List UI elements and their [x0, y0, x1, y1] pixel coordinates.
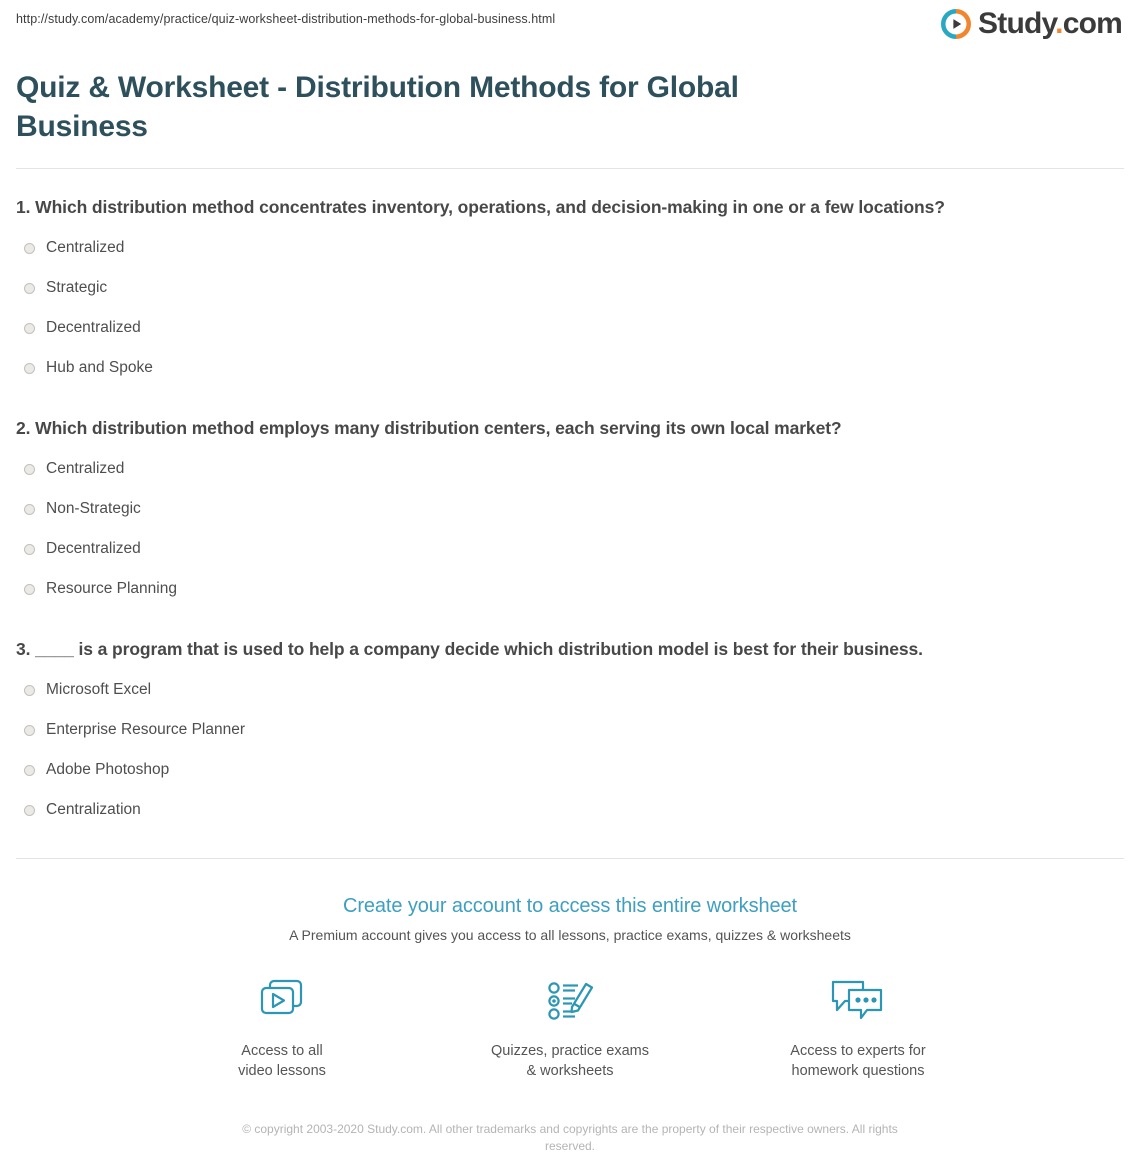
options-list-1 — [16, 228, 1124, 388]
question-block-1 — [16, 195, 1124, 388]
radio-button-icon[interactable] — [24, 725, 35, 736]
question-block-3 — [16, 637, 1124, 830]
option-row[interactable] — [16, 228, 1124, 268]
option-label: Hub and Spoke — [46, 359, 153, 376]
radio-button-icon[interactable] — [24, 363, 35, 374]
question-body-2: Which distribution method employs many distribution centers, each serving its own local market? — [35, 418, 842, 438]
feature-quizzes — [480, 975, 660, 1081]
logo-name: Study — [978, 7, 1056, 40]
logo-dot: . — [1055, 7, 1063, 40]
quiz-pencil-icon — [480, 975, 660, 1027]
chat-bubbles-icon — [768, 975, 948, 1027]
option-row[interactable] — [16, 670, 1124, 710]
feature-label-line1: Access to all — [241, 1043, 323, 1059]
option-row[interactable] — [16, 348, 1124, 388]
feature-label-line1: Access to experts for — [790, 1043, 926, 1059]
video-lessons-icon — [192, 975, 372, 1027]
logo-tld: com — [1062, 7, 1122, 40]
option-label: Centralization — [46, 801, 141, 818]
options-list-3 — [16, 670, 1124, 830]
question-text-1 — [16, 195, 1124, 219]
question-number-1: 1. — [16, 197, 31, 217]
feature-label-line2: homework questions — [791, 1063, 925, 1079]
option-row[interactable] — [16, 308, 1124, 348]
option-row[interactable] — [16, 529, 1124, 569]
feature-label — [192, 1041, 372, 1081]
radio-button-icon[interactable] — [24, 584, 35, 595]
question-text-2 — [16, 416, 1124, 440]
feature-label-line2: & worksheets — [526, 1063, 614, 1079]
study-com-logo[interactable] — [941, 9, 1122, 39]
copyright-text: © copyright 2003-2020 Study.com. All other trademarks and copyrights are the property of their respective owners. All rights reserved. — [242, 1122, 898, 1153]
play-circle-icon — [941, 9, 971, 39]
option-label: Non-Strategic — [46, 500, 141, 517]
create-account-link[interactable]: Create your account to access this entire worksheet — [342, 895, 797, 917]
page-url: http://study.com/academy/practice/quiz-worksheet-distribution-methods-for-global-business.html — [16, 12, 556, 26]
option-row[interactable] — [16, 268, 1124, 308]
radio-button-icon[interactable] — [24, 805, 35, 816]
feature-label — [768, 1041, 948, 1081]
radio-button-icon[interactable] — [24, 283, 35, 294]
radio-button-icon[interactable] — [24, 323, 35, 334]
option-label: Centralized — [46, 239, 125, 256]
question-text-3 — [16, 637, 1124, 661]
questions-list — [16, 169, 1124, 830]
radio-button-icon[interactable] — [24, 504, 35, 515]
page-header — [0, 0, 1140, 58]
option-label: Strategic — [46, 279, 108, 296]
question-block-2 — [16, 416, 1124, 609]
radio-button-icon[interactable] — [24, 765, 35, 776]
feature-experts — [768, 975, 948, 1081]
options-list-2 — [16, 449, 1124, 609]
feature-label-line1: Quizzes, practice exams — [491, 1043, 649, 1059]
radio-button-icon[interactable] — [24, 544, 35, 555]
option-row[interactable] — [16, 489, 1124, 529]
option-label: Decentralized — [46, 319, 141, 336]
option-row[interactable] — [16, 750, 1124, 790]
feature-label — [480, 1041, 660, 1081]
radio-button-icon[interactable] — [24, 243, 35, 254]
logo-wordmark — [978, 9, 1122, 39]
feature-video-lessons — [192, 975, 372, 1081]
cta-subtitle: A Premium account gives you access to all lessons, practice exams, quizzes & worksheets — [289, 927, 851, 943]
question-body-1: Which distribution method concentrates inventory, operations, and decision-making in one or a few locations? — [35, 197, 945, 217]
option-row[interactable] — [16, 790, 1124, 830]
radio-button-icon[interactable] — [24, 464, 35, 475]
question-number-2: 2. — [16, 418, 31, 438]
cta-section — [0, 859, 1140, 945]
option-label: Centralized — [46, 460, 125, 477]
option-label: Adobe Photoshop — [46, 761, 170, 778]
question-body-3: ____ is a program that is used to help a company decide which distribution model is best for their business. — [35, 639, 923, 659]
option-row[interactable] — [16, 710, 1124, 750]
option-label: Microsoft Excel — [46, 681, 152, 698]
option-label: Enterprise Resource Planner — [46, 721, 246, 738]
option-label: Resource Planning — [46, 580, 177, 597]
radio-button-icon[interactable] — [24, 685, 35, 696]
page-title: Quiz & Worksheet - Distribution Methods for Global Business — [16, 71, 739, 143]
option-row[interactable] — [16, 449, 1124, 489]
option-label: Decentralized — [46, 540, 141, 557]
question-number-3: 3. — [16, 639, 31, 659]
option-row[interactable] — [16, 569, 1124, 609]
features-row — [0, 975, 1140, 1081]
feature-label-line2: video lessons — [238, 1063, 326, 1079]
